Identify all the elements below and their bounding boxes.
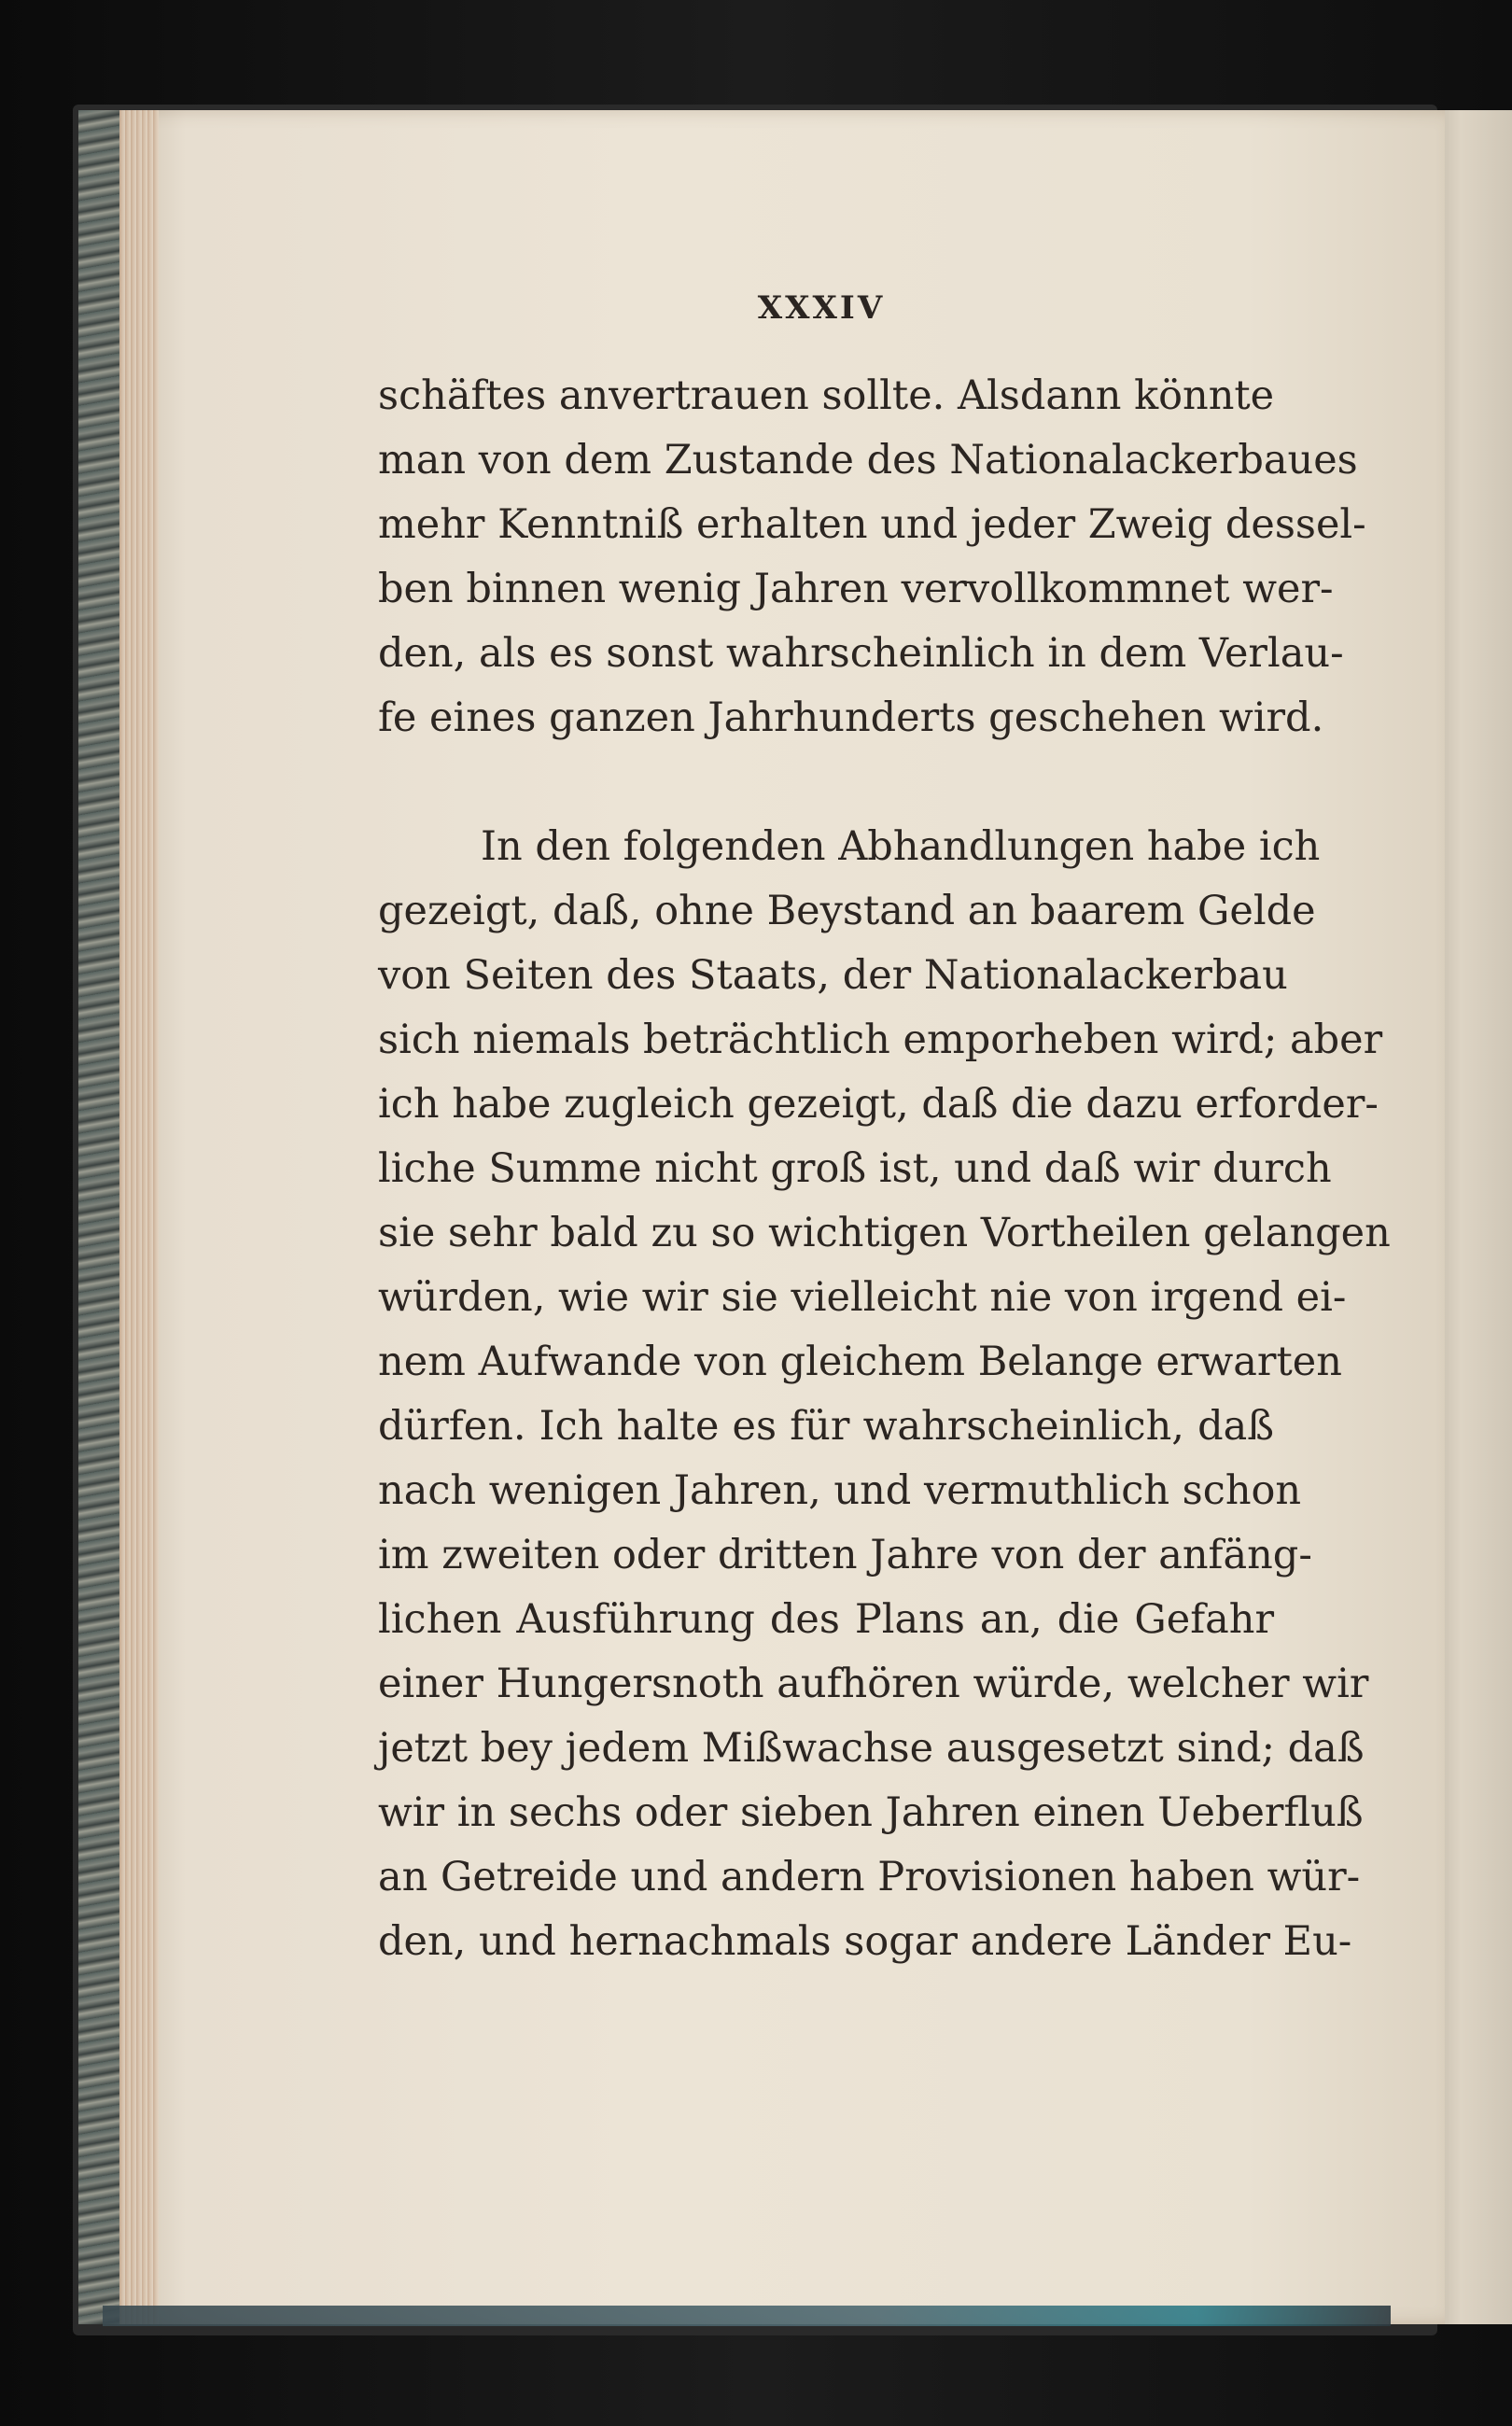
text-line: man von dem Zustande des Nationalackerbaues [378, 437, 1358, 484]
book-bottom-edge [103, 2306, 1391, 2326]
text-line: den, als es sonst wahrscheinlich in dem Verlau- [378, 630, 1344, 677]
paragraph-2 [378, 815, 1391, 1974]
text-line: wir in sechs oder sieben Jahren einen Ueberfluß [378, 1789, 1364, 1836]
text-line: nem Aufwande von gleichem Belange erwarten [378, 1339, 1342, 1385]
marbled-binding [78, 110, 119, 2324]
text-line: In den folgenden Abhandlungen habe ich [481, 823, 1321, 870]
text-line: sie sehr bald zu so wichtigen Vortheilen gelangen [378, 1210, 1391, 1256]
text-line: im zweiten oder dritten Jahre von der anfäng- [378, 1532, 1312, 1578]
text-line: lichen Ausführung des Plans an, die Gefahr [378, 1596, 1274, 1643]
text-line: ich habe zugleich gezeigt, daß die dazu erforder- [378, 1081, 1379, 1128]
text-line: von Seiten des Staats, der Nationalackerbau [378, 952, 1288, 999]
text-line: liche Summe nicht groß ist, und daß wir durch [378, 1145, 1332, 1192]
paragraph-gap [378, 750, 1274, 815]
text-line: sich niemals beträchtlich emporheben wird; aber [378, 1017, 1383, 1063]
text-line: fe eines ganzen Jahrhunderts geschehen wird. [378, 694, 1324, 741]
page-text [378, 364, 1391, 1974]
text-line: ben binnen wenig Jahren vervollkommnet wer- [378, 566, 1334, 612]
text-line: einer Hungersnoth aufhören würde, welcher wir [378, 1661, 1369, 1707]
text-line: schäftes anvertrauen sollte. Alsdann könnte [378, 372, 1275, 419]
text-line: nach wenigen Jahren, und vermuthlich schon [378, 1467, 1302, 1514]
text-line: jetzt bey jedem Mißwachse ausgesetzt sind; daß [378, 1725, 1365, 1772]
text-line: würden, wie wir sie vielleicht nie von irgend ei- [378, 1274, 1347, 1321]
paragraph-1 [378, 364, 1366, 750]
text-line: an Getreide und andern Provisionen haben wür- [378, 1854, 1361, 1900]
page-fore-edge [119, 110, 159, 2324]
text-line: dürfen. Ich halte es für wahrscheinlich, daß [378, 1403, 1274, 1450]
text-line: den, und hernachmals sogar andere Länder Eu- [378, 1918, 1352, 1965]
text-line: gezeigt, daß, ohne Beystand an baarem Gelde [378, 888, 1316, 934]
text-line: mehr Kenntniß erhalten und jeder Zweig dessel- [378, 501, 1366, 548]
page-number-header: XXXIV [757, 289, 886, 327]
